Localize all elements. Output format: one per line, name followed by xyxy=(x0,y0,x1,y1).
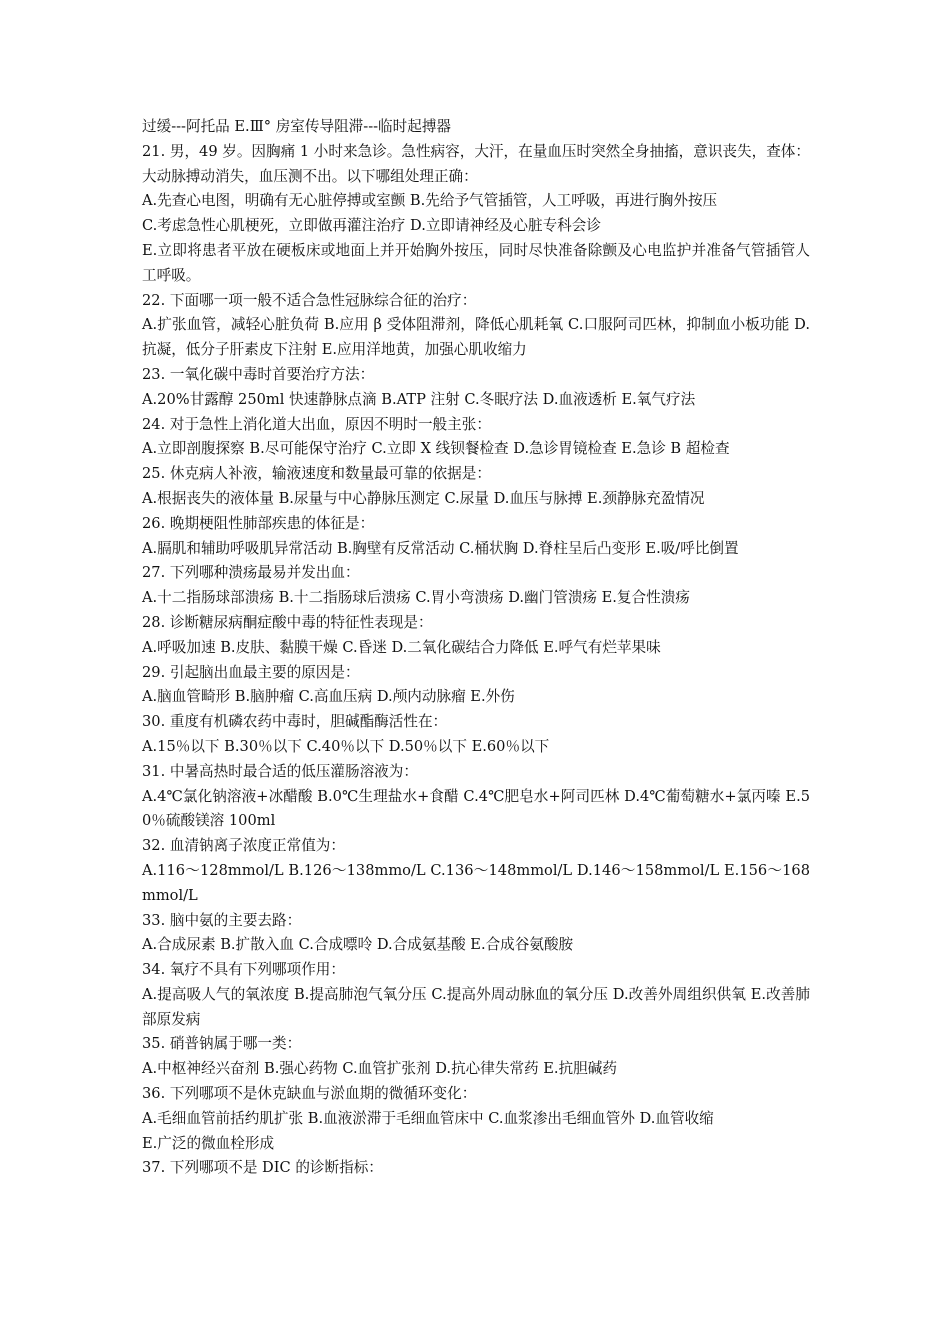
question-25-options: A.根据丧失的液体量 B.尿量与中心静脉压测定 C.尿量 D.血压与脉搏 E.颈静脉充盈情况 xyxy=(142,489,705,507)
question-35-options: A.中枢神经兴奋剂 B.强心药物 C.血管扩张剂 D.抗心律失常药 E.抗胆碱药 xyxy=(142,1060,617,1078)
question-29: 29. 引起脑出血最主要的原因是： xyxy=(142,663,360,681)
question-37: 37. 下列哪项不是 DIC 的诊断指标： xyxy=(142,1159,383,1177)
question-31-options: A.4℃氯化钠溶液+冰醋酸 B.0℃生理盐水+食醋 C.4℃肥皂水+阿司匹林 D.4℃葡萄糖水+氯丙嗪 E.50％硫酸镁溶 100ml xyxy=(142,787,810,830)
question-30-options: A.15％以下 B.30％以下 C.40％以下 D.50％以下 E.60％以下 xyxy=(142,737,550,755)
document-page xyxy=(142,115,810,1181)
question-28: 28. 诊断糖尿病酮症酸中毒的特征性表现是： xyxy=(142,613,433,631)
question-36: 36. 下列哪项不是休克缺血与淤血期的微循环变化： xyxy=(142,1085,477,1103)
text-line: 过缓---阿托品 E.Ⅲ° 房室传导阻滞---临时起搏器 xyxy=(142,118,452,135)
question-21: 21. 男，49 岁。因胸痛 1 小时来急诊。急性病容，大汗，在量血压时突然全身抽搐，意识丧失，查体：大动脉搏动消失，血压测不出。以下哪组处理正确： xyxy=(142,142,810,185)
question-33: 33. 脑中氨的主要去路： xyxy=(142,911,302,929)
question-24-options: A.立即剖腹探察 B.尽可能保守治疗 C.立即 X 线钡餐检查 D.急诊胃镜检查 E.急诊 B 超检查 xyxy=(142,440,730,458)
question-30: 30. 重度有机磷农药中毒时，胆碱酯酶活性在： xyxy=(142,713,448,731)
question-34: 34. 氧疗不具有下列哪项作用： xyxy=(142,961,345,979)
question-29-options: A.脑血管畸形 B.脑肿瘤 C.高血压病 D.颅内动脉瘤 E.外伤 xyxy=(142,688,515,706)
question-27-options: A.十二指肠球部溃疡 B.十二指肠球后溃疡 C.胃小弯溃疡 D.幽门管溃疡 E.复合性溃疡 xyxy=(142,589,690,607)
question-27: 27. 下列哪种溃疡最易并发出血： xyxy=(142,564,360,582)
question-22: 22. 下面哪一项一般不适合急性冠脉综合征的治疗： xyxy=(142,291,477,309)
question-23: 23. 一氧化碳中毒时首要治疗方法： xyxy=(142,365,375,383)
question-31: 31. 中暑高热时最合适的低压灌肠溶液为： xyxy=(142,762,418,780)
question-32-options: A.116～128mmol/L B.126～138mmo/L C.136～148mmol/L D.146～158mmol/L E.156～168mmol/L xyxy=(142,861,810,904)
question-25: 25. 休克病人补液，输液速度和数量最可靠的依据是： xyxy=(142,465,491,483)
question-28-options: A.呼吸加速 B.皮肤、黏膜干燥 C.昏迷 D.二氧化碳结合力降低 E.呼气有烂苹果味 xyxy=(142,638,661,656)
question-24: 24. 对于急性上消化道大出血，原因不明时一般主张： xyxy=(142,415,491,433)
question-21-options-ab: A.先查心电图，明确有无心脏停搏或室颤 B.先给予气管插管，人工呼吸，再进行胸外按压 xyxy=(142,192,718,210)
question-26-options: A.膈肌和辅助呼吸肌异常活动 B.胸壁有反常活动 C.桶状胸 D.脊柱呈后凸变形 E.吸/呼比倒置 xyxy=(142,539,739,557)
question-26: 26. 晚期梗阻性肺部疾患的体征是： xyxy=(142,514,375,532)
question-32: 32. 血清钠离子浓度正常值为： xyxy=(142,837,345,855)
question-35: 35. 硝普钠属于哪一类： xyxy=(142,1035,302,1053)
question-34-options: A.提高吸人气的氧浓度 B.提高肺泡气氧分压 C.提高外周动脉血的氧分压 D.改善外周组织供氧 E.改善肺部原发病 xyxy=(142,985,810,1028)
question-21-option-e: E.立即将患者平放在硬板床或地面上并开始胸外按压，同时尽快准备除颤及心电监护并准备气管插管人工呼吸。 xyxy=(142,241,810,284)
question-36-option-e: E.广泛的微血栓形成 xyxy=(142,1134,275,1152)
question-36-options-ad: A.毛细血管前括约肌扩张 B.血液淤滞于毛细血管床中 C.血浆渗出毛细血管外 D.血管收缩 xyxy=(142,1109,714,1127)
question-23-options: A.20%甘露醇 250ml 快速静脉点滴 B.ATP 注射 C.冬眠疗法 D.血液透析 E.氧气疗法 xyxy=(142,390,696,408)
question-33-options: A.合成尿素 B.扩散入血 C.合成嘌呤 D.合成氨基酸 E.合成谷氨酸胺 xyxy=(142,936,574,954)
question-21-options-cd: C.考虑急性心肌梗死，立即做再灌注治疗 D.立即请神经及心脏专科会诊 xyxy=(142,217,601,235)
question-22-options: A.扩张血管，减轻心脏负荷 B.应用 β 受体阻滞剂，降低心肌耗氧 C.口服阿司匹林，抑制血小板功能 D.抗凝，低分子肝素皮下注射 E.应用洋地黄，加强心肌收缩力 xyxy=(142,316,810,359)
